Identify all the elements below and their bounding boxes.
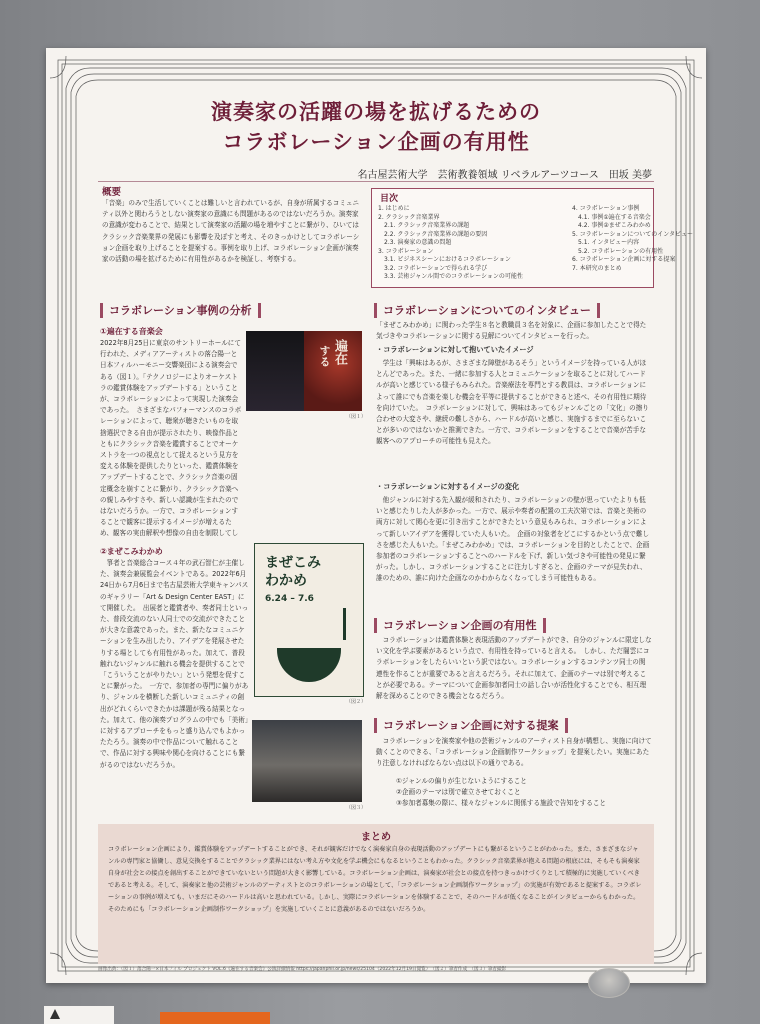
toc-item: 2. クラシック音楽業界 xyxy=(378,213,440,221)
toc-item: 3. コラボレーション xyxy=(378,247,434,255)
case-analysis-banner: コラボレーション事例の分析 xyxy=(100,303,261,318)
case1-heading: ①遍在する音楽会 xyxy=(100,327,163,336)
toc-item: 3.1. ビジネスシーンにおけるコラボレーション xyxy=(384,256,511,263)
interview-banner: コラボレーションについてのインタビュー xyxy=(374,303,600,318)
toc-item: 2.1. クラシック音楽業界の課題 xyxy=(384,222,470,229)
fig1-text: 遍在 xyxy=(332,339,347,365)
fig1-caption: （図１） xyxy=(346,414,367,420)
interview-sub2: ・コラボレーションに対するイメージの変化 xyxy=(376,482,520,491)
fig1-text: する xyxy=(318,345,331,367)
toc-heading: 目次 xyxy=(380,194,399,204)
interview-sub1-body: 学生は「興味はあるが、さまざまな障壁があるそう」というイメージを持っている人がほとんどであった。また、一緒に参加する人とコミュニケーションを取ることに対してハードルが高いと感じている様子もみられた。音楽療法を専門とする教員は、コラボレーションによって誰にでも音楽を楽しむ機会を平等に提供することができると述べ、その有用性に期待を向けていた。 コラボレーションに対して、興味はあってもジャンルごとの「文化」の擦り合わせの大変さや、継続の難しさから、ハードルが高いと感じ、実施するまでに至らないことが多いのではないかと推測できた。一方で、コラボレーションをすることで音楽が苦手な観客へのアプローチの可能性も見えた。 xyxy=(376,359,649,446)
toc-item: 3.2. コラボレーションで得られる学び xyxy=(384,264,488,272)
summary-heading: まとめ xyxy=(361,832,391,843)
image-source-footnote: 画像出典：（図１）落合陽一×日本フィル プロジェクト VOL.6《遍在する音楽会》公演詳細情報 https://japanphil.or.jp/news/25104（2022年12月19日閲覧） （図２）筆者作成 （図３）筆者撮影 xyxy=(98,967,507,972)
event-photo xyxy=(252,720,362,802)
case2-heading: ②まぜこみわかめ xyxy=(100,547,163,556)
usefulness-banner: コラボレーション企画の有用性 xyxy=(374,618,546,633)
toc-item: 4. コラボレーション事例 xyxy=(572,205,640,212)
bowl-icon xyxy=(277,648,341,682)
divider xyxy=(98,181,654,182)
proposal-banner: コラボレーション企画に対する提案 xyxy=(374,718,568,733)
toc-item: 5.1. インタビュー内容 xyxy=(578,239,640,246)
toc-item: 4.1. 事例①遍在する音楽会 xyxy=(578,213,651,221)
label-card xyxy=(44,1006,114,1024)
usefulness-body: コラボレーションは鑑賞体験と表現活動のアップデートができ、自分のジャンルに限定しない文化を学ぶ要素があるという点で、有用性を持っていると言える。 しかし、ただ闇雲にコラボレーションをしたらいいという訳ではない。コラボレーションするコンテンツ同士の関連性を作ることが重要であると言えるだろう。それに加えて、企画のテーマは別で考えることが必要である。テーマについて企画参加者同士の話し合いが活性化することでも、相互理解を深めることのできる機会となるだろう。 xyxy=(376,636,652,701)
case1-body-continued xyxy=(100,426,362,536)
fig2-title: わかめ xyxy=(265,573,307,589)
toc-right-column xyxy=(572,205,693,273)
fig2-date: 6.24 – 7.6 xyxy=(265,594,314,604)
toc-item: 6. コラボレーション企画に対する提案 xyxy=(572,256,676,263)
poster xyxy=(46,48,706,983)
interview-sub2-body: 他ジャンルに対する先入観が緩和されたり、コラボレーションの壁が思っていたよりも低いと感じたりした人が多かった。一方で、展示や奏者の配置の工夫次第では、音楽と美術の両方に対して関心を更に引き出すことができたという意見もみられ、コラボレーションによって新しいアイデアを獲得していた人もいた。 企画の対象者をどこにするかという点で難しさを感じた人もいた。「まぜこみわかめ」では、コラボレーションを目的としたことで、企画参加者のコラボレーションすることへのハードルを下げ、新しい気づきや可能性の発見に繋がった。しかし、コラボレーションすることに注力しすぎると、企画のテーマが見失われ、誰のための、誰に向けた企画なのかわからなくなってしまう可能性もある。 xyxy=(376,496,650,583)
proposal-point: ③参加者募集の際に、様々なジャンルに関係する施設で告知をすること xyxy=(396,799,607,808)
orange-strip xyxy=(160,1012,270,1024)
summary-body: コラボレーション企画により、鑑賞体験をアップデートすることができ、それが観客だけでなく演奏家自身の表現活動のアップデートにも繋がるということがわかった。また、さまざまなジャンルの専門家と協働し、意見交換をすることでクラシック業界にはない考え方や文化を学ぶ機会にもなるということもわかった。クラシック音楽業界が抱える問題の根底には、そもそも演奏家自身が社会との接点を創出することができていないという問題が大きく影響している。コラボレーション企画は、演奏家が社会との接点を持つきっかけづくりとして積極的に実施していくべきであると考える。そして、演奏家と他の芸術ジャンルのアーティストとのコラボレーションの場として、「コラボレーション企画制作ワークショップ」の実施が有効であると提案する。コラボレーションの事例が増えても、いまだにそのハードルは高いと思われている。しかし、実際にコラボレーションを体験することで、そのハードルが低くなることがインタビューからもわかった。そのためにも「コラボレーション企画制作ワークショップ」を実施していくことに意義があるのではないだろうか。 xyxy=(108,846,642,913)
abstract-heading: 概要 xyxy=(102,187,122,198)
toc-item: 7. 本研究のまとめ xyxy=(572,264,622,272)
case2-body: 箏者と音楽総合コース４年の武石智仁が主催した、演奏会兼展覧会イベントである。2022年6月24日から7月6日まで名古屋芸術大学東キャンパスのギャラリー「Art & Design Center EAST」にて開催した。 出展者と鑑賞者や、奏者同士といった、普段交流のない人同士での交流ができたことが大きな意義であった。また、新たなコミュニケーションを生み出したり、アイデアを発展させたりする場としても有用性があった。加えて、普段触れないジャンルに触れる機会を提供することで「こういうことがやりたい」という発想を促すことに繋がった。 一方で、参加者の専門に偏りがあり、ジャンルを横断した新しいコミュニティの創出がどれくらいできたかは課題が残る結果となった。加えて、他の演奏プログラムの中でも「美術」に対するアプローチをもっと盛り込んでもよかったたろう。演奏の中で作品について触れることで、作品に対する興味や関心を向けることにも繋がるのではないだろうか。 xyxy=(100,559,249,769)
proposal-points xyxy=(396,776,652,810)
music-note-icon xyxy=(317,608,346,640)
summary-box xyxy=(98,824,654,964)
table-of-contents xyxy=(371,188,694,288)
fig2-caption: （図２） xyxy=(346,699,367,705)
toc-item: 2.3. 演奏家の意識の問題 xyxy=(384,239,452,246)
interview-sub1: ・コラボレーションに対して抱いていたイメージ xyxy=(376,345,534,354)
toc-item: 4.2. 事例②まぜこみわかめ xyxy=(578,222,651,229)
proposal-body: コラボレーションを演奏家や他の芸術ジャンルのアーティスト自身が構想し、実施に向けて動くことのできる、「コラボレーション企画制作ワークショップ」を提案したい。実施にあたり注意しなければならない点は以下の通りである。 xyxy=(376,737,652,768)
interview-intro: 「まぜこみわかめ」に関わった学生８名と教職員３名を対象に、企画に参加したことで得た気づきやコラボレーションに関する見解についてインタビューを行った。 xyxy=(376,321,647,341)
toc-item: 5. コラボレーションについてのインタビュー xyxy=(572,230,694,238)
toc-left-column xyxy=(378,205,523,282)
toc-item: 1. はじめに xyxy=(378,205,410,212)
proposal-point: ①ジャンルの偏りが生じないようにすること xyxy=(396,777,527,785)
concert-poster-image xyxy=(246,331,362,411)
poster-title-line1: 演奏家の活躍の場を拡げるための xyxy=(211,99,541,124)
toc-item: 3.3. 芸術ジャンル間でのコラボレーションの可能性 xyxy=(384,273,523,280)
toc-item: 2.2. クラシック音楽業界の課題の要因 xyxy=(384,230,488,238)
triangle-logo-icon xyxy=(50,1009,60,1019)
case1-body: 2022年8月25日に東京のサントリーホールにて行われた、メディアアーティストの落合陽一と日本フィルハーモニー交響楽団による演奏会である（図１）。「テクノロジーによりオーケストラの鑑賞体験をアップデートする」ということが、コラボレーションによって実現した演奏会であった。 さまざまなパフォーマンスのコラボレーションによって、聴衆が聴きたいものを取捨選択できる自由が提示されたり、映像作品とともにクラシック音楽を鑑賞することでオーケストラを一つの視点として捉えるという見方を変える体験を提供したりといった、鑑賞体験をアップデートすることで、クラシック音楽の固定概念を崩すことに繋がり、クラシック音楽への親しみやすさや、新しい認識が生まれたのではないだろうか。一方で、コラボレーションすることで観客に提示するイメージが増えるため、観客の実由解釈や想像の自由を制限してし xyxy=(100,339,242,538)
poster-title-line2: コラボレーション企画の有用性 xyxy=(222,129,530,154)
toc-item: 5.2. コラボレーションの有用性 xyxy=(578,247,664,255)
fig3-caption: （図３） xyxy=(346,805,367,811)
proposal-point: ②企画のテーマは別で確立させておくこと xyxy=(396,788,521,797)
abstract-body: 「音楽」のみで生活していくことは難しいと言われているが、自身が所属するコミュニティ以外と関わろうとしない演奏家の意識にも問題があるのではないだろうか。演奏家の意識が変わることで、結果として演奏家の活躍の場を増やすことに繋がり、ひいてはクラシック音楽業界の発展にも影響を及ぼすと考え、そのきっかけとしてコラボレーション企画を取り上げることを提案する。事例を取り上げ、コラボレーション企画が演奏家の活動の場を拡げるために有用性があるかを検証し、考察する。 xyxy=(102,199,360,264)
exhibition-poster-image xyxy=(254,543,364,697)
author-line: 名古屋芸術大学 芸術教養領域 リベラルアーツコース 田坂 美夢 xyxy=(357,170,652,181)
fig2-title: まぜこみ xyxy=(265,555,321,571)
pushpin-hole xyxy=(588,968,630,998)
